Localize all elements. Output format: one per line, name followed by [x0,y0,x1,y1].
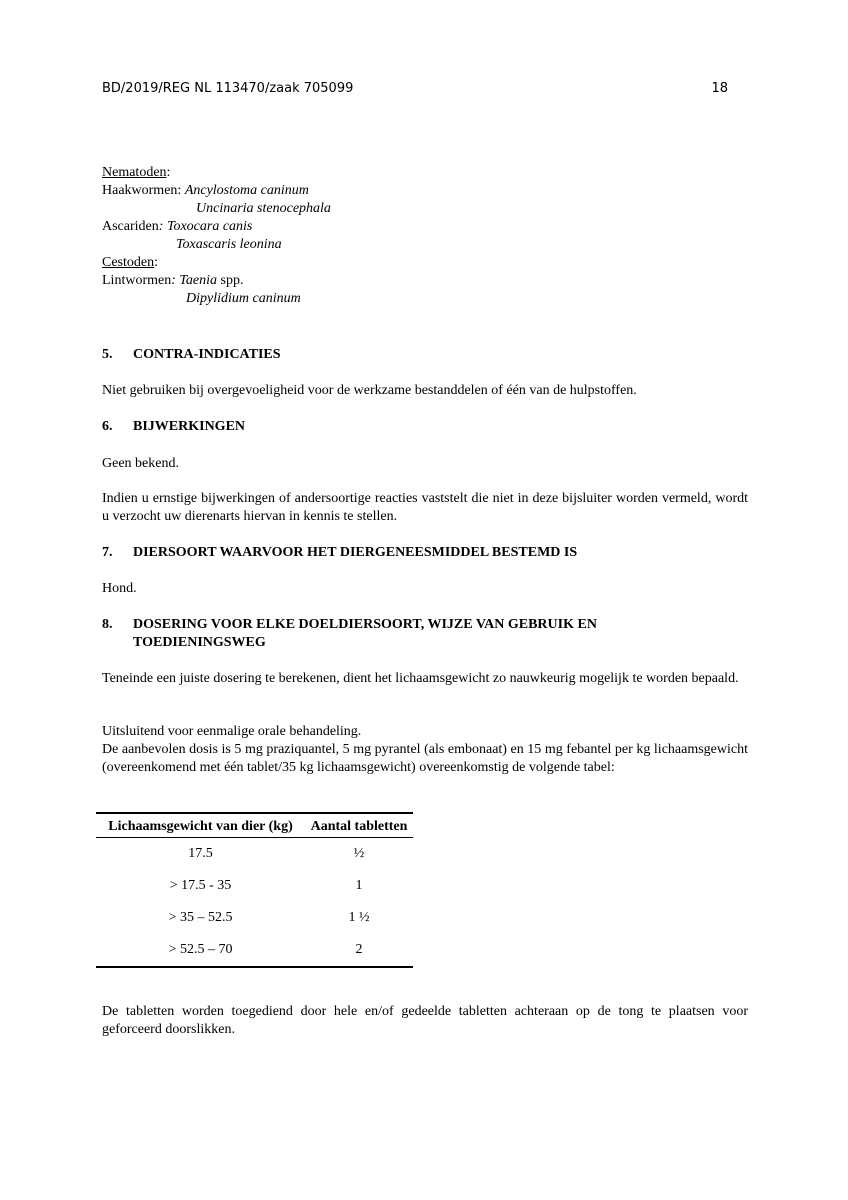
tablets-cell: 1 [355,878,363,893]
cestodes-heading: Cestoden [102,255,155,270]
tablets-cell: 2 [355,942,363,957]
document-reference: BD/2019/REG NL 113470/zaak 705099 [102,81,354,96]
dose-table-header [96,813,413,838]
weight-cell: > 52.5 – 70 [168,942,233,957]
hookworm-species-1: Ancylostoma caninum [184,183,309,198]
ascarid-species-1: Toxocara canis [166,219,253,234]
section-8-heading: 8. DOSERING VOOR ELKE DOELDIERSOORT, WIJZE VAN GEBRUIK EN TOEDIENINGSWEG [102,617,597,650]
section-8-text-2-rest: De aanbevolen dosis is 5 mg praziquantel, 5 mg pyrantel (als embonaat) en 15 mg febantel per kg lichaamsgewicht (overeenkomend met één tablet/35 kg lichaamsgewicht) overeenkomstig de volgende tabel: [102,742,748,775]
section-6-text-2: Indien u ernstige bijwerkingen of andersoortige reacties vaststelt die niet in deze bijsluiter worden vermeld, wordt u verzocht uw dierenarts hiervan in kennis te stellen. [102,491,748,524]
weight-cell: > 35 – 52.5 [168,910,233,925]
section-6-text-1: Geen bekend. [102,456,179,471]
tapeworms-label: Lintwormen [102,273,172,288]
ascarid-species-2: Toxascaris leonina [176,237,282,252]
tapeworm-species-2: Dipylidium caninum [186,291,301,306]
tablets-cell: 1 ½ [348,910,370,925]
weight-cell: 17.5 [188,846,213,861]
tapeworm-genus-1: Taenia [179,273,217,288]
section-8-title-line-2: TOEDIENINGSWEG [133,635,266,650]
parasite-list: Nematoden: Haakwormen: Ancylostoma caninum Uncinaria stenocephala Ascariden: Toxocara canis Toxascaris leonina Cestoden: Lintwormen: Taenia spp. Dipylidium caninum [102,165,331,306]
section-7-heading: 7. DIERSOORT WAARVOOR HET DIERGENEESMIDDEL BESTEMD IS [102,545,578,560]
weight-column-header: Lichaamsgewicht van dier (kg) [108,819,293,834]
section-8-text-3: De tabletten worden toegediend door hele en/of gedeelde tabletten achteraan op de tong te plaatsen voor geforceerd doorslikken. [102,1004,748,1037]
section-5-heading: 5. CONTRA-INDICATIES [102,347,281,362]
section-5-title: CONTRA-INDICATIES [133,347,281,362]
ascarids-label: Ascariden [102,219,159,234]
table-row [96,870,413,902]
section-8-text-1: Teneinde een juiste dosering te berekenen, dient het lichaamsgewicht zo nauwkeurig mogelijk te worden bepaald. [102,671,739,686]
section-7-text: Hond. [102,581,137,596]
nematodes-heading: Nematoden [102,165,167,180]
section-6-heading: 6. BIJWERKINGEN [102,419,246,434]
section-8-text-2-line-1: Uitsluitend voor eenmalige orale behandeling. [102,724,362,739]
table-row [96,902,413,934]
section-6-title: BIJWERKINGEN [133,419,246,434]
section-7-title: DIERSOORT WAARVOOR HET DIERGENEESMIDDEL BESTEMD IS [133,545,578,560]
tablets-cell: ½ [353,846,365,861]
section-8-text-2 [102,723,748,777]
table-row [96,838,413,871]
section-5-text: Niet gebruiken bij overgevoeligheid voor de werkzame bestanddelen of één van de hulpstoffen. [102,383,637,398]
page-number: 18 [711,81,728,96]
weight-cell: > 17.5 - 35 [169,878,232,893]
hookworm-species-2: Uncinaria stenocephala [196,201,331,216]
dose-table [96,812,413,968]
tablets-column-header: Aantal tabletten [310,819,408,834]
section-8-title-line-1: DOSERING VOOR ELKE DOELDIERSOORT, WIJZE VAN GEBRUIK EN [133,617,597,632]
hookworms-label: Haakwormen [102,183,178,198]
table-row [96,934,413,967]
tapeworm-suffix-1: spp. [220,273,244,288]
